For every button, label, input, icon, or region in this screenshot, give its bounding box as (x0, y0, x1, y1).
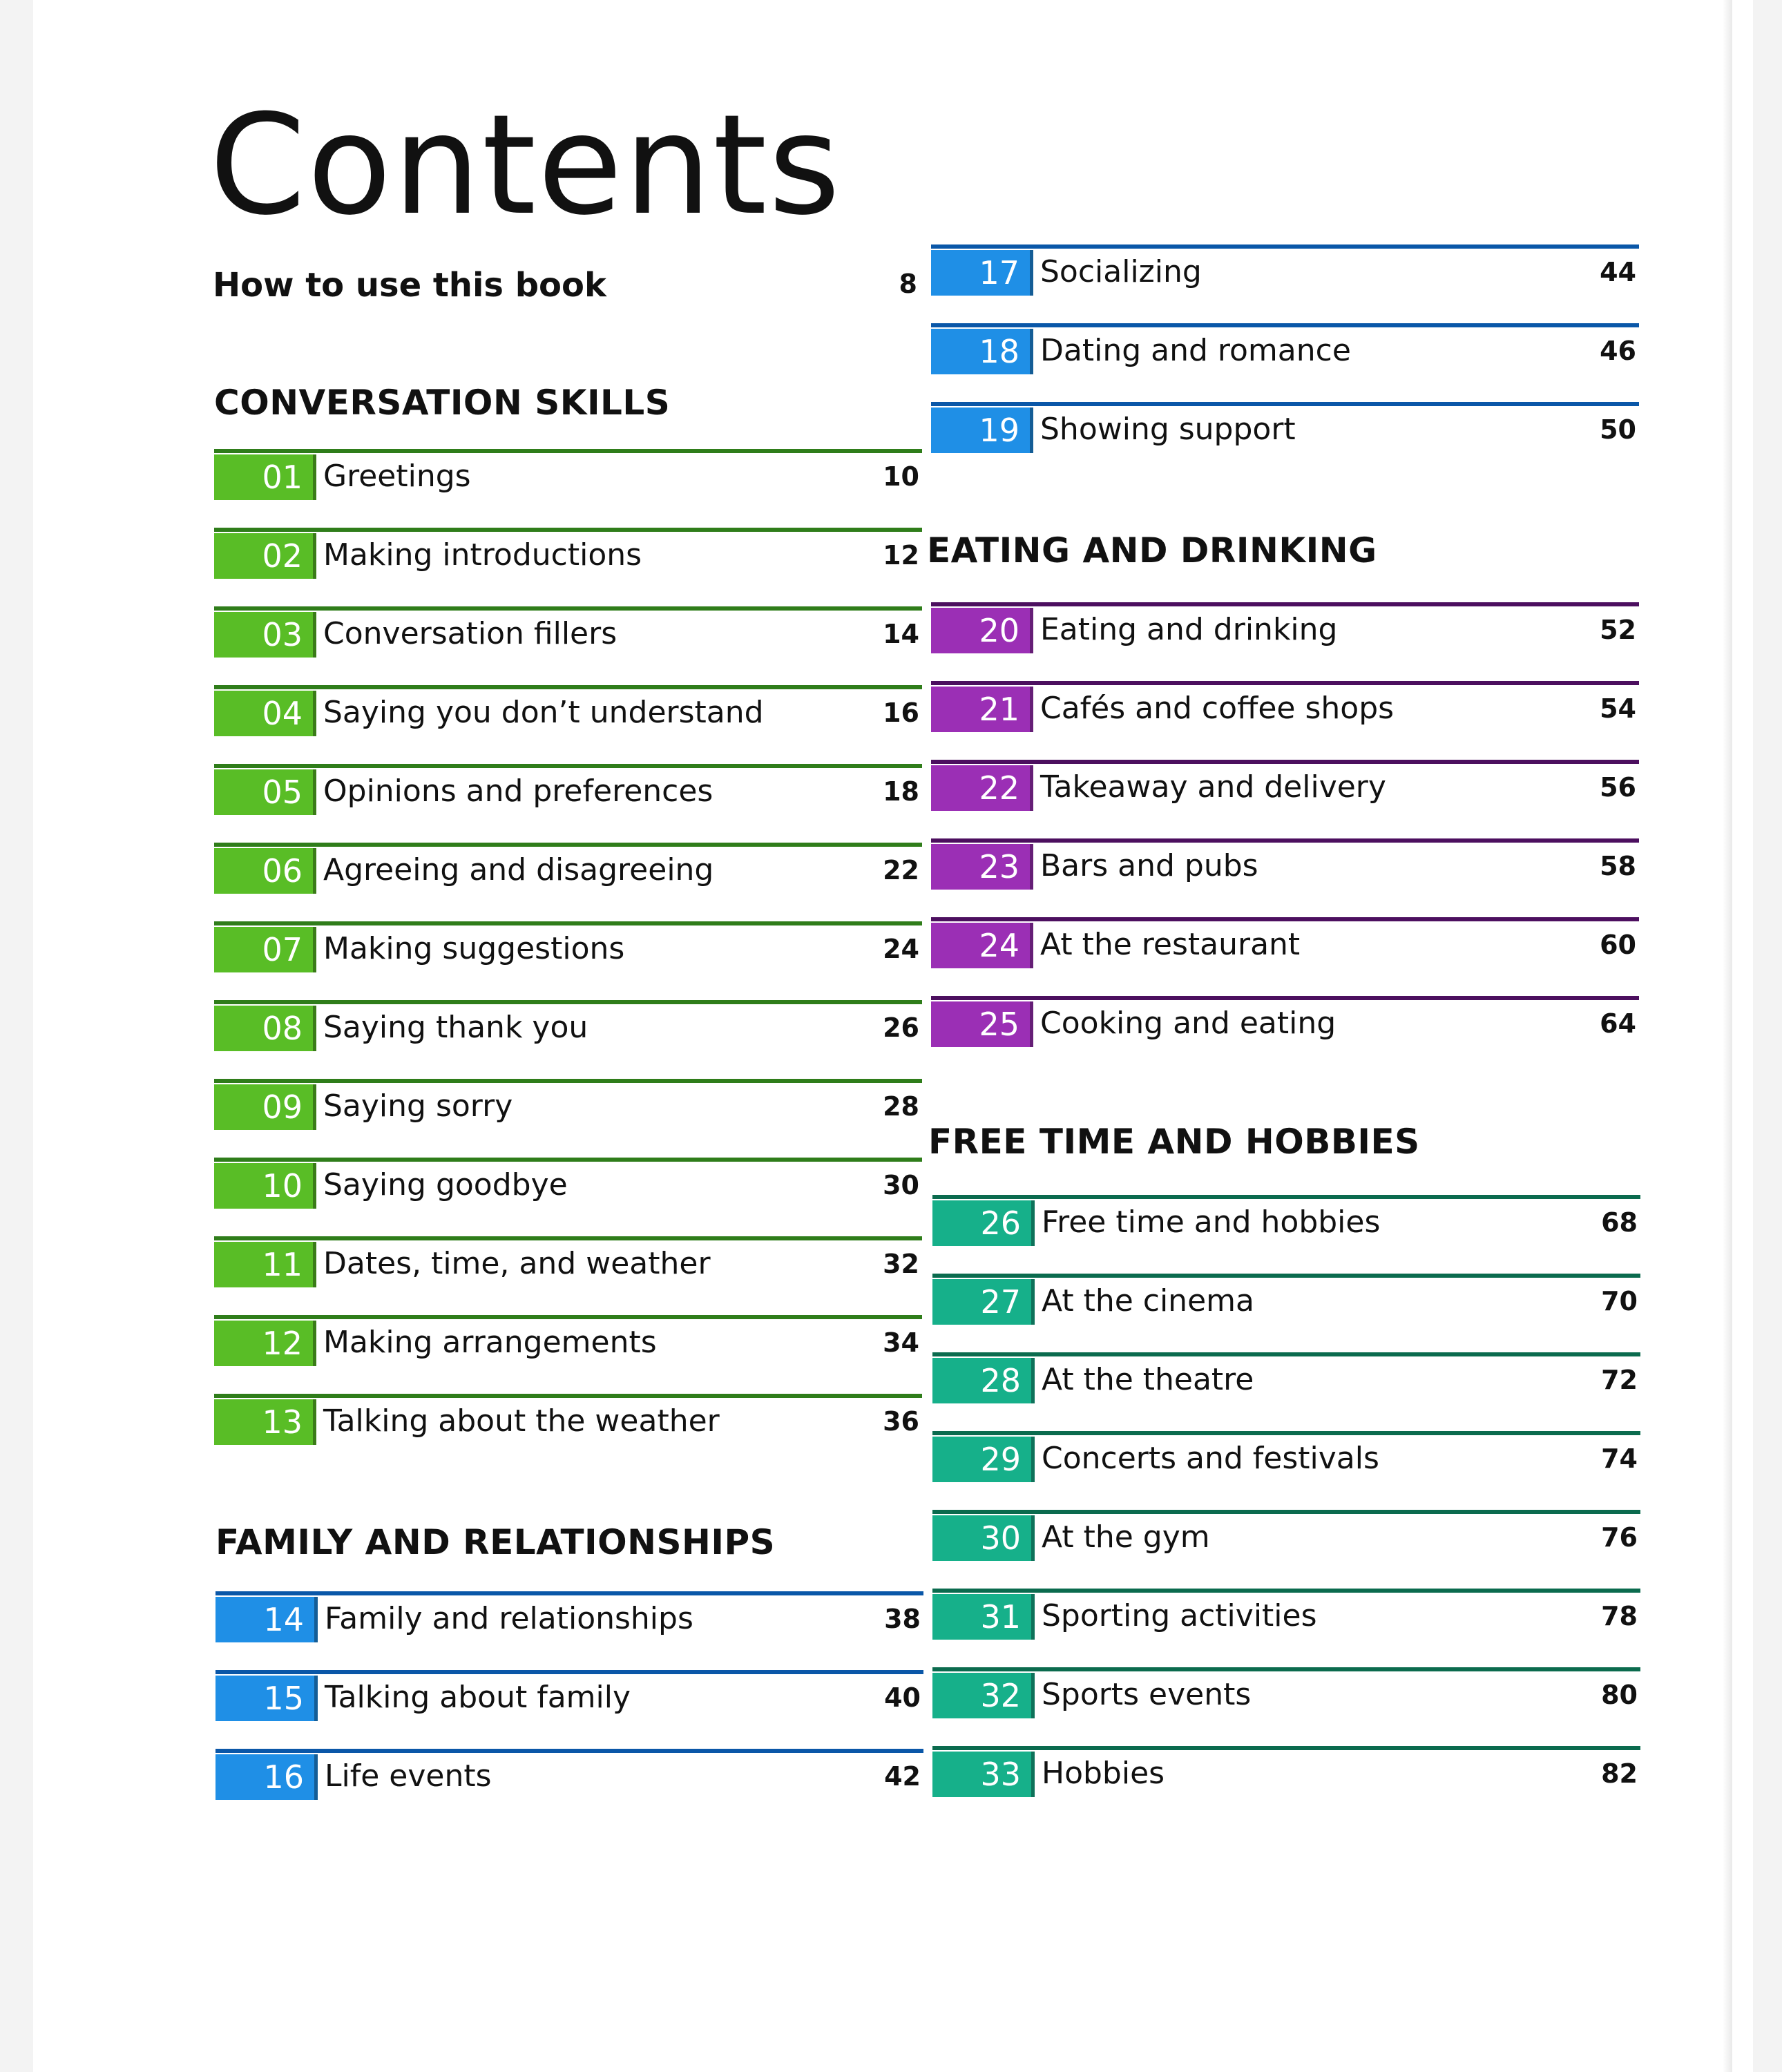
entry-rule (931, 402, 1639, 406)
chapter-number-tab: 33 (932, 1752, 1035, 1797)
how-to-use-entry[interactable] (213, 266, 917, 303)
entry-rule (214, 1315, 922, 1319)
chapter-title: Talking about family (325, 1680, 631, 1715)
section-list-freetime (932, 1195, 1640, 1825)
chapter-title: Dates, time, and weather (323, 1246, 711, 1281)
toc-entry[interactable] (931, 244, 1639, 323)
chapter-page-number: 36 (883, 1406, 919, 1437)
toc-entry[interactable] (931, 681, 1639, 760)
toc-entry[interactable] (932, 1274, 1640, 1352)
entry-rule (931, 917, 1639, 921)
chapter-number-tab: 14 (215, 1597, 318, 1642)
how-to-use-label: How to use this book (213, 266, 606, 305)
chapter-number-tab: 24 (931, 923, 1033, 968)
toc-entry[interactable] (931, 917, 1639, 996)
chapter-page-number: 58 (1600, 851, 1636, 881)
entry-rule (931, 681, 1639, 685)
entry-rule (932, 1667, 1640, 1671)
chapter-title: Hobbies (1042, 1756, 1165, 1791)
chapter-number-tab: 29 (932, 1437, 1035, 1482)
chapter-page-number: 28 (883, 1091, 919, 1122)
entry-rule (214, 1394, 922, 1398)
toc-entry[interactable] (214, 606, 922, 685)
chapter-title: Agreeing and disagreeing (323, 852, 714, 888)
section-heading-family: FAMILY AND RELATIONSHIPS (215, 1522, 776, 1562)
entry-rule (214, 1079, 922, 1083)
chapter-page-number: 26 (883, 1013, 919, 1043)
chapter-page-number: 40 (884, 1682, 921, 1713)
chapter-number-tab: 02 (214, 533, 316, 579)
chapter-title: Making introductions (323, 537, 642, 573)
entry-rule (931, 760, 1639, 764)
entry-rule (932, 1746, 1640, 1750)
toc-entry[interactable] (931, 760, 1639, 838)
chapter-title: At the restaurant (1040, 927, 1301, 962)
chapter-title: Cooking and eating (1040, 1006, 1336, 1041)
chapter-page-number: 68 (1601, 1207, 1638, 1238)
chapter-title: Socializing (1040, 254, 1202, 289)
chapter-page-number: 38 (884, 1604, 921, 1634)
chapter-title: Eating and drinking (1040, 612, 1338, 647)
toc-entry[interactable] (214, 1079, 922, 1158)
chapter-number-tab: 23 (931, 844, 1033, 890)
chapter-number-tab: 25 (931, 1001, 1033, 1047)
chapter-title: Saying goodbye (323, 1167, 568, 1202)
chapter-page-number: 42 (884, 1761, 921, 1792)
entry-rule (932, 1195, 1640, 1199)
chapter-number-tab: 30 (932, 1515, 1035, 1561)
chapter-number-tab: 32 (932, 1673, 1035, 1718)
chapter-title: Concerts and festivals (1042, 1441, 1379, 1476)
page-edge (1723, 0, 1732, 2072)
chapter-title: Sporting activities (1042, 1598, 1317, 1633)
toc-entry[interactable] (215, 1591, 923, 1670)
chapter-title: Making arrangements (323, 1325, 657, 1360)
chapter-number-tab: 12 (214, 1321, 316, 1366)
toc-entry[interactable] (214, 528, 922, 606)
chapter-page-number: 18 (883, 776, 919, 807)
chapter-page-number: 72 (1601, 1365, 1638, 1395)
toc-entry[interactable] (214, 921, 922, 1000)
chapter-number-tab: 20 (931, 608, 1033, 653)
chapter-number-tab: 16 (215, 1754, 318, 1800)
chapter-page-number: 80 (1601, 1680, 1638, 1710)
entry-rule (931, 838, 1639, 843)
toc-entry[interactable] (214, 685, 922, 764)
entry-rule (214, 1000, 922, 1004)
toc-entry[interactable] (215, 1749, 923, 1828)
entry-rule (214, 843, 922, 847)
chapter-page-number: 30 (883, 1170, 919, 1200)
chapter-number-tab: 01 (214, 454, 316, 500)
chapter-page-number: 12 (883, 540, 919, 570)
chapter-page-number: 44 (1600, 257, 1636, 287)
entry-rule (215, 1670, 923, 1674)
toc-entry[interactable] (214, 449, 922, 528)
chapter-title: Family and relationships (325, 1601, 693, 1636)
chapter-page-number: 78 (1601, 1601, 1638, 1631)
contents-page (33, 0, 1753, 2072)
chapter-number-tab: 09 (214, 1084, 316, 1130)
toc-entry[interactable] (932, 1746, 1640, 1825)
chapter-page-number: 56 (1600, 772, 1636, 803)
chapter-title: Showing support (1040, 412, 1296, 447)
chapter-number-tab: 31 (932, 1594, 1035, 1640)
chapter-title: At the gym (1042, 1519, 1210, 1555)
page-title: Contents (209, 85, 842, 246)
chapter-title: Dating and romance (1040, 333, 1351, 368)
chapter-page-number: 52 (1600, 615, 1636, 645)
chapter-number-tab: 22 (931, 765, 1033, 811)
entry-rule (214, 1236, 922, 1240)
chapter-number-tab: 26 (932, 1200, 1035, 1246)
chapter-number-tab: 10 (214, 1163, 316, 1209)
entry-rule (932, 1589, 1640, 1593)
chapter-title: Saying sorry (323, 1088, 513, 1124)
entry-rule (214, 1158, 922, 1162)
chapter-title: Takeaway and delivery (1040, 769, 1386, 805)
entry-rule (932, 1274, 1640, 1278)
entry-rule (214, 449, 922, 453)
toc-entry[interactable] (214, 1394, 922, 1473)
section-list-family (215, 1591, 923, 1828)
entry-rule (931, 996, 1639, 1000)
section-heading-conversation: CONVERSATION SKILLS (214, 383, 671, 423)
section-heading-freetime: FREE TIME AND HOBBIES (928, 1122, 1420, 1162)
chapter-title: Making suggestions (323, 931, 625, 966)
chapter-title: Saying thank you (323, 1010, 588, 1045)
chapter-title: Bars and pubs (1040, 848, 1258, 883)
chapter-page-number: 76 (1601, 1522, 1638, 1553)
toc-entry[interactable] (932, 1510, 1640, 1589)
toc-entry[interactable] (931, 323, 1639, 402)
section-list-family-continued (931, 244, 1639, 481)
chapter-title: At the cinema (1042, 1283, 1254, 1318)
toc-entry[interactable] (215, 1670, 923, 1749)
chapter-title: Opinions and preferences (323, 774, 713, 809)
chapter-title: Sports events (1042, 1677, 1252, 1712)
chapter-title: Free time and hobbies (1042, 1205, 1381, 1240)
entry-rule (214, 685, 922, 689)
entry-rule (214, 764, 922, 768)
chapter-page-number: 54 (1600, 693, 1636, 724)
chapter-page-number: 34 (883, 1327, 919, 1358)
chapter-title: Saying you don’t understand (323, 695, 764, 730)
chapter-number-tab: 28 (932, 1358, 1035, 1403)
how-to-use-page: 8 (899, 269, 917, 299)
entry-rule (214, 606, 922, 611)
toc-entry[interactable] (931, 996, 1639, 1075)
chapter-page-number: 70 (1601, 1286, 1638, 1316)
toc-entry[interactable] (214, 1158, 922, 1236)
chapter-page-number: 82 (1601, 1758, 1638, 1789)
chapter-number-tab: 06 (214, 848, 316, 894)
chapter-number-tab: 19 (931, 407, 1033, 453)
chapter-number-tab: 08 (214, 1006, 316, 1051)
section-list-conversation (214, 449, 922, 1473)
toc-entry[interactable] (932, 1667, 1640, 1746)
section-heading-eating: EATING AND DRINKING (927, 530, 1377, 570)
entry-rule (214, 921, 922, 925)
chapter-number-tab: 15 (215, 1676, 318, 1721)
toc-entry[interactable] (932, 1352, 1640, 1431)
chapter-number-tab: 18 (931, 329, 1033, 374)
chapter-page-number: 74 (1601, 1443, 1638, 1474)
chapter-title: At the theatre (1042, 1362, 1254, 1397)
toc-entry[interactable] (214, 1236, 922, 1315)
chapter-title: Conversation fillers (323, 616, 617, 651)
toc-entry[interactable] (932, 1431, 1640, 1510)
chapter-title: Life events (325, 1758, 492, 1794)
chapter-page-number: 64 (1600, 1008, 1636, 1039)
entry-rule (931, 602, 1639, 606)
entry-rule (932, 1352, 1640, 1356)
chapter-page-number: 24 (883, 934, 919, 964)
toc-entry[interactable] (931, 402, 1639, 481)
chapter-page-number: 50 (1600, 414, 1636, 445)
entry-rule (932, 1431, 1640, 1435)
chapter-number-tab: 17 (931, 250, 1033, 296)
section-list-eating (931, 602, 1639, 1075)
entry-rule (215, 1591, 923, 1595)
chapter-page-number: 16 (883, 698, 919, 728)
chapter-number-tab: 11 (214, 1242, 316, 1287)
chapter-title: Talking about the weather (323, 1403, 720, 1439)
toc-entry[interactable] (214, 1000, 922, 1079)
entry-rule (931, 244, 1639, 249)
chapter-number-tab: 04 (214, 691, 316, 736)
toc-entry[interactable] (214, 764, 922, 843)
toc-entry[interactable] (214, 1315, 922, 1394)
chapter-page-number: 14 (883, 619, 919, 649)
chapter-page-number: 10 (883, 461, 919, 492)
chapter-title: Cafés and coffee shops (1040, 691, 1395, 726)
entry-rule (932, 1510, 1640, 1514)
chapter-page-number: 60 (1600, 930, 1636, 960)
toc-entry[interactable] (931, 838, 1639, 917)
chapter-number-tab: 13 (214, 1399, 316, 1445)
chapter-number-tab: 03 (214, 612, 316, 658)
chapter-number-tab: 21 (931, 687, 1033, 732)
entry-rule (214, 528, 922, 532)
chapter-number-tab: 27 (932, 1279, 1035, 1325)
toc-entry[interactable] (932, 1589, 1640, 1667)
chapter-number-tab: 07 (214, 927, 316, 972)
toc-entry[interactable] (214, 843, 922, 921)
chapter-page-number: 22 (883, 855, 919, 885)
toc-entry[interactable] (932, 1195, 1640, 1274)
entry-rule (215, 1749, 923, 1753)
entry-rule (931, 323, 1639, 327)
chapter-number-tab: 05 (214, 769, 316, 815)
chapter-title: Greetings (323, 459, 471, 494)
chapter-page-number: 46 (1600, 336, 1636, 366)
toc-entry[interactable] (931, 602, 1639, 681)
chapter-page-number: 32 (883, 1249, 919, 1279)
